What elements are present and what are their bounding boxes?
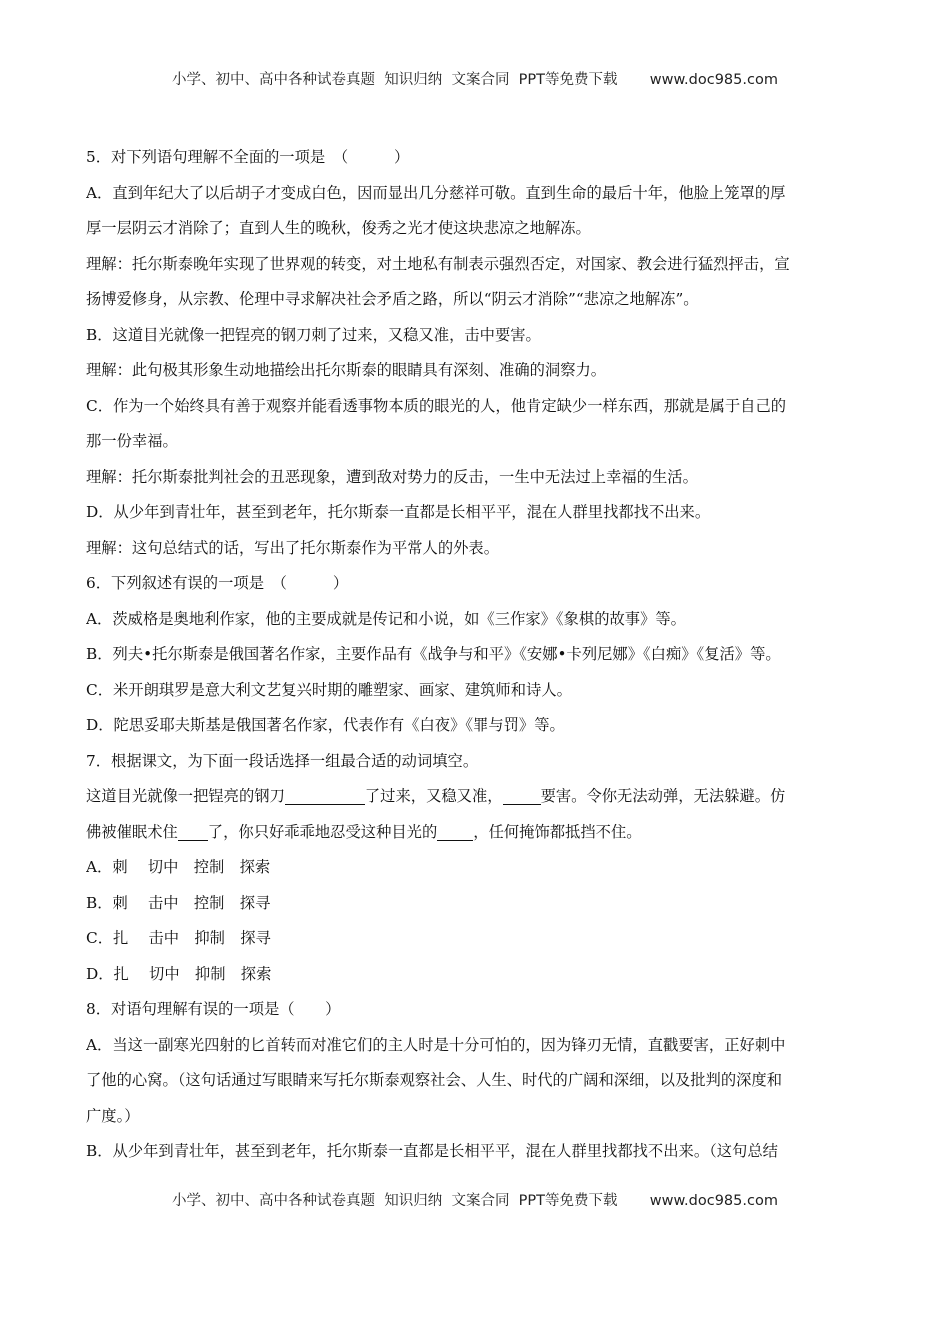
q7-passage-text: 了过来，又稳又准， [364,787,503,805]
q5-option-d: D．从少年到青壮年，甚至到老年，托尔斯泰一直都是长相平平，混在人群里找都找不出来。 [86,503,711,521]
q7-stem: 7．根据课文，为下面一段话选择一组最合适的动词填空。 [86,751,479,770]
q7-option-a: A．刺 切中 控制 探索 [86,858,271,876]
q6-stem: 6．下列叙述有误的一项是 （ ） [86,574,349,592]
q8-option-a-line2: 了他的心窝。（这句话通过写眼睛来写托尔斯泰观察社会、人生、时代的广阔和深细，以及批判的深度和 [86,1071,783,1089]
q5-option-d-explanation: 理解：这句总结式的话，写出了托尔斯泰作为平常人的外表。 [86,538,500,557]
q7-passage-text: 这道目光就像一把锃亮的钢刀 [86,787,285,805]
question-content [86,140,876,1170]
q7-passage-text: ，任何掩饰都抵挡不住。 [473,822,642,841]
q5-option-b-explanation: 理解：此句极其形象生动地描绘出托尔斯泰的眼睛具有深刻、准确的洞察力。 [86,361,607,379]
q6-option-b: B．列夫•托尔斯泰是俄国著名作家，主要作品有《战争与和平》《安娜•卡列尼娜》《白痴》《复活》等。 [86,645,781,663]
fill-blank [178,822,208,841]
q8-option-b-line1: B．从少年到青壮年，甚至到老年，托尔斯泰一直都是长相平平，混在人群里找都找不出来。（这句总结 [86,1142,778,1160]
q5-option-c-line1: C．作为一个始终具有善于观察并能看透事物本质的眼光的人，他肯定缺少一样东西，那就是属于自己的 [86,396,787,415]
q8-option-a-line1: A．当这一副寒光四射的匕首转而对准它们的主人时是十分可怕的，因为锋刃无情，直戳要害，正好刺中 [86,1035,786,1054]
q5-option-c-line2: 那一份幸福。 [86,432,178,450]
fill-blank [437,822,473,841]
q6-option-a: A．茨威格是奥地利作家，他的主要成就是传记和小说，如《三作家》《象棋的故事》等。 [86,609,686,628]
q7-option-d: D．扎 切中 抑制 探索 [86,964,272,983]
q6-option-d: D．陀思妥耶夫斯基是俄国著名作家，代表作有《白夜》《罪与罚》等。 [86,716,565,734]
page-footer: 小学、初中、高中各种试卷真题 知识归纳 文案合同 PPT等免费下载 www.doc985.com [172,1193,778,1209]
q7-passage-line1 [86,779,876,815]
q7-passage-text: 了，你只好乖乖地忍受这种目光的 [207,822,438,841]
q7-passage-line2 [86,815,876,851]
q7-passage-text: 要害。令你无法动弹，无法躲避。仿 [540,787,786,805]
q5-option-c-explanation: 理解：托尔斯泰批判社会的丑恶现象，遭到敌对势力的反击，一生中无法过上幸福的生活。 [86,467,698,486]
q8-option-a-line3: 广度。） [86,1106,140,1125]
q7-passage-text: 佛被催眠术住 [86,822,178,841]
q8-stem: 8．对语句理解有误的一项是（ ） [86,1000,341,1018]
q5-stem: 5．对下列语句理解不全面的一项是 （ ） [86,148,410,166]
q5-option-b: B．这道目光就像一把锃亮的钢刀刺了过来，又稳又准，击中要害。 [86,325,541,344]
page-header: 小学、初中、高中各种试卷真题 知识归纳 文案合同 PPT等免费下载 www.doc985.com [172,72,778,88]
q6-option-c: C．米开朗琪罗是意大利文艺复兴时期的雕塑家、画家、建筑师和诗人。 [86,680,572,699]
q5-option-a-explanation-line2: 扬博爱修身，从宗教、伦理中寻求解决社会矛盾之路，所以“阴云才消除”“悲凉之地解冻”。 [86,290,699,308]
q5-option-a-line1: A．直到年纪大了以后胡子才变成白色，因而显出几分慈祥可敬。直到生命的最后十年，他脸上笼罩的厚 [86,183,786,202]
q5-option-a-explanation-line1: 理解：托尔斯泰晚年实现了世界观的转变，对土地私有制表示强烈否定，对国家、教会进行猛烈抨击，宣 [86,254,790,273]
fill-blank [285,786,365,805]
q5-option-a-line2: 厚一层阴云才消除了；直到人生的晚秋，俊秀之光才使这块悲凉之地解冻。 [86,219,591,237]
q7-option-c: C．扎 击中 抑制 探寻 [86,929,271,947]
fill-blank [503,786,541,805]
q7-option-b: B．刺 击中 控制 探寻 [86,893,271,912]
